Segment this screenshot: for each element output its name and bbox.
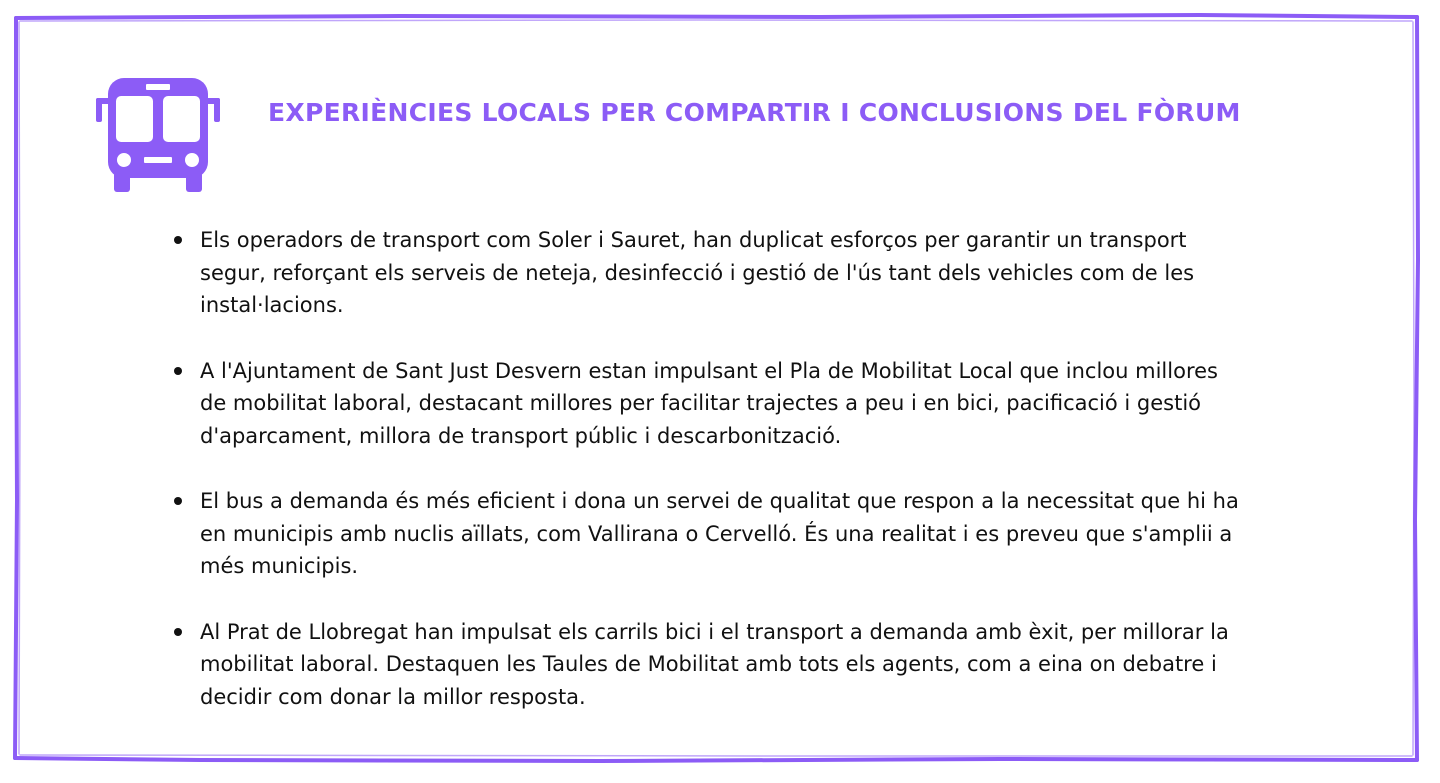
list-item [200, 224, 1320, 322]
item-line: Al Prat de Llobregat han impulsat els carrils bici i el transport a demanda amb èxit, per millorar la [200, 619, 1229, 644]
item-line: Els operadors de transport com Soler i Sauret, han duplicat esforços per garantir un transport [200, 228, 1187, 252]
item-line: en municipis amb nuclis aïllats, com Vallirana o Cervelló. És una realitat i es preveu que s'amplii a [200, 521, 1233, 546]
item-line: d'aparcament, millora de transport públic i descarbonització. [200, 423, 842, 448]
item-line: El bus a demanda és més eficient i dona un servei de qualitat que respon a la necessitat que hi ha [200, 489, 1239, 513]
list-item [200, 485, 1320, 583]
bullet-icon [174, 367, 182, 375]
bullet-icon [174, 497, 182, 505]
conclusions-list [200, 224, 1320, 746]
list-item [200, 355, 1320, 453]
list-item [200, 616, 1320, 714]
item-line: més municipis. [200, 554, 359, 578]
bullet-icon [174, 628, 182, 636]
bullet-icon [174, 236, 182, 244]
item-line: segur, reforçant els serveis de neteja, desinfecció i gestió de l'ús tant dels vehicles com de les [200, 260, 1195, 285]
item-line: instal·lacions. [200, 293, 344, 317]
item-line: decidir com donar la millor resposta. [200, 684, 586, 709]
item-line: de mobilitat laboral, destacant millores per facilitar trajectes a peu i en bici, pacificació i gestió [200, 391, 1202, 415]
page-title: EXPERIÈNCIES LOCALS PER COMPARTIR I CONCLUSIONS DEL FÒRUM [268, 98, 1241, 127]
item-line: mobilitat laboral. Destaquen les Taules de Mobilitat amb tots els agents, com a eina on debatre i [200, 652, 1217, 676]
bus-icon [94, 76, 222, 194]
item-line: A l'Ajuntament de Sant Just Desvern estan impulsant el Pla de Mobilitat Local que inclou millores [200, 358, 1218, 383]
